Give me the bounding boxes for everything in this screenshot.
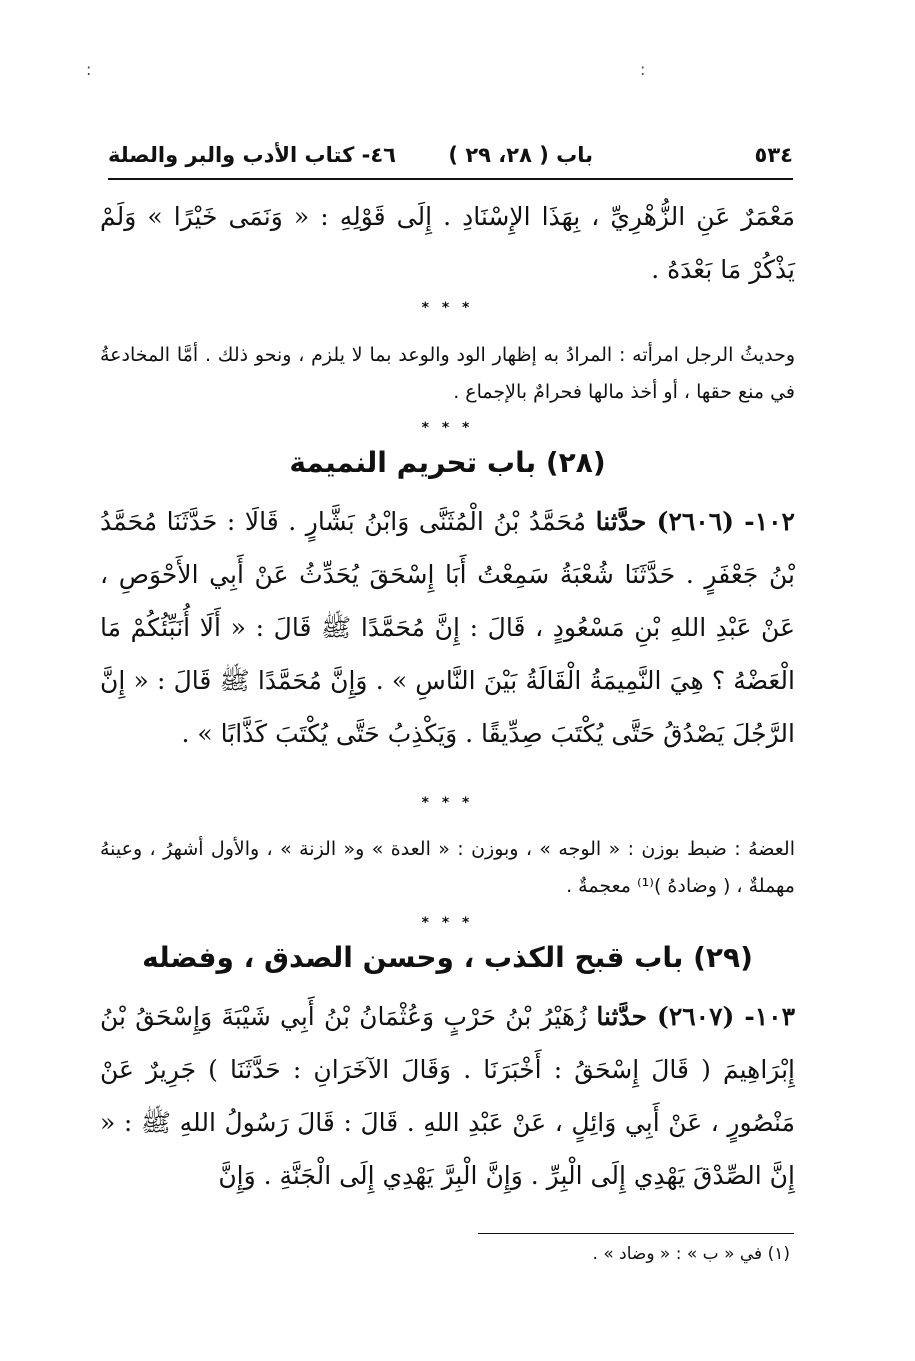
paragraph-top: مَعْمَرٌ عَنِ الزُّهْرِيِّ ، بِهَذَا الإِسْنَادِ . إِلَى قَوْلِهِ : « وَنَمَى خَيْرًا » وَلَمْ يَذْكُرْ مَا بَعْدَهُ . — [100, 202, 795, 284]
chapter-heading-29: (٢٩) باب قبح الكذب ، وحسن الصدق ، وفضله — [142, 941, 753, 974]
corner-mark-left: : — [86, 60, 92, 79]
hadith-103 — [100, 990, 795, 1202]
separator-stars-4: * * * — [421, 915, 474, 931]
footnote-rule — [478, 1233, 794, 1234]
running-header — [108, 141, 793, 175]
header-rule — [108, 178, 793, 180]
header-bab: باب ( ٢٨، ٢٩ ) — [448, 143, 593, 167]
commentary-2: العضهُ : ضبط بوزن : « الوجه » ، وبوزن : « العدة » و« الزنة » ، والأول أشهرُ ، وعينهُ مهملةٌ ، ( وضادهُ )⁽¹⁾ معجمةٌ . — [100, 838, 795, 897]
separator-stars-3: * * * — [421, 795, 474, 811]
hadith-103-text: زُهَيْرُ بْنُ حَرْبٍ وَعُثْمَانُ بْنُ أَبِي شَيْبَةَ وَإِسْحَقُ بْنُ إِبْرَاهِيمَ ( قَالَ إِسْحَقُ : أَخْبَرَنَا . وَقَالَ الآخَرَانِ : حَدَّثَنَا ) جَرِيرٌ عَنْ مَنْصُورٍ ، عَنْ أَبِي وَائِلٍ ، عَنْ عَبْدِ اللهِ . قَالَ : قَالَ رَسُولُ اللهِ ﷺ : « إِنَّ الصِّدْقَ يَهْدِي إِلَى الْبِرِّ . وَإِنَّ الْبِرَّ يَهْدِي إِلَى الْجَنَّةِ . وَإِنَّ — [100, 1002, 795, 1190]
chapter-heading-28: (٢٨) باب تحريم النميمة — [289, 446, 606, 479]
hadith-103-number: ١٠٣- (٢٦٠٧) حدَّثنا — [596, 1002, 796, 1031]
separator-stars-2: * * * — [421, 420, 474, 436]
hadith-102-text: مُحَمَّدُ بْنُ الْمُثَنَّى وَابْنُ بَشَّارٍ . قَالَا : حَدَّثَنَا مُحَمَّدُ بْنُ جَعْفَرٍ . حَدَّثَنَا شُعْبَةُ سَمِعْتُ أَبَا إِسْحَقَ يُحَدِّثُ عَنْ أَبِي الأَحْوَصِ ، عَنْ عَبْدِ اللهِ بْنِ مَسْعُودٍ ، قَالَ : إِنَّ مُحَمَّدًا ﷺ قَالَ : « أَلَا أُنَبِّئُكُمْ مَا الْعَضْهُ ؟ هِيَ النَّمِيمَةُ الْقَالَةُ بَيْنَ النَّاسِ » . وَإِنَّ مُحَمَّدًا ﷺ قَالَ : « إِنَّ الرَّجُلَ يَصْدُقُ حَتَّى يُكْتَبَ صِدِّيقًا . وَيَكْذِبُ حَتَّى يُكْتَبَ كَذَّابًا » . — [100, 507, 795, 748]
separator-stars-1: * * * — [421, 300, 474, 316]
hadith-102-number: ١٠٢- (٢٦٠٦) حدَّثنا — [595, 507, 795, 536]
commentary-1: وحديثُ الرجل امرأته : المرادُ به إظهار الود والوعد بما لا يلزم ، ونحو ذلك . أمَّا المخادعةُ في منع حقها ، أو أخذ مالها فحرامٌ بالإجماع . — [100, 344, 795, 403]
footnote: (١) في « ب » : « وضاد » . — [592, 1244, 790, 1264]
page-number: ٥٣٤ — [754, 143, 793, 167]
header-kitab: ٤٦- كتاب الأدب والبر والصلة — [108, 143, 396, 167]
hadith-102 — [100, 495, 795, 760]
corner-mark-center: : — [640, 60, 646, 79]
